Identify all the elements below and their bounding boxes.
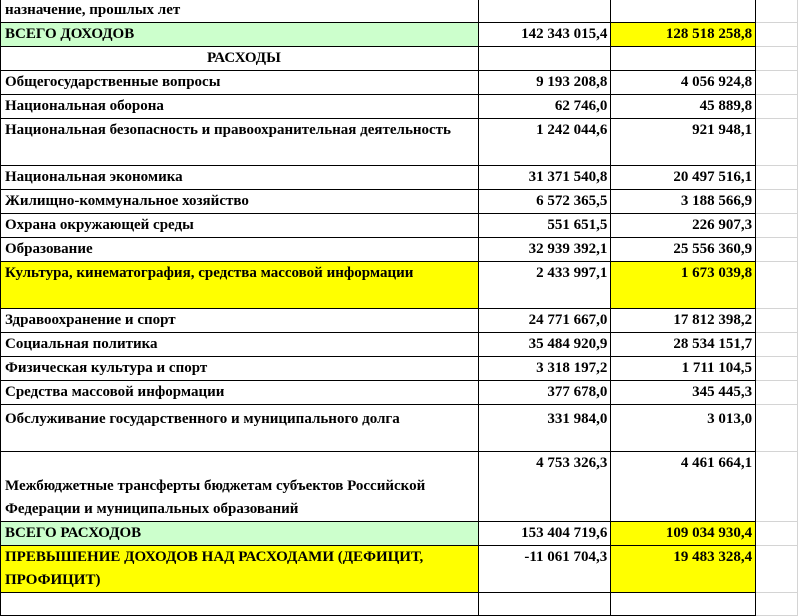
- row-label[interactable]: Образование: [1, 238, 479, 262]
- row-label[interactable]: Межбюджетные трансферты бюджетам субъектов Российской Федерации и муниципальных образований: [1, 452, 479, 522]
- empty-cell[interactable]: [756, 95, 798, 119]
- empty-cell[interactable]: [478, 593, 611, 616]
- cell-value-2[interactable]: 28 534 151,7: [611, 333, 756, 357]
- table-row: [1, 452, 798, 522]
- section-header[interactable]: РАСХОДЫ: [1, 47, 479, 71]
- empty-cell[interactable]: [756, 546, 798, 593]
- table-row: [1, 71, 798, 95]
- cell-value-2[interactable]: 20 497 516,1: [611, 166, 756, 190]
- empty-cell[interactable]: [1, 593, 479, 616]
- empty-cell[interactable]: [756, 190, 798, 214]
- table-row: [1, 405, 798, 452]
- cell-value-1[interactable]: 331 984,0: [478, 405, 611, 452]
- row-label[interactable]: Обслуживание государственного и муниципального долга: [1, 405, 479, 452]
- cell-value-2[interactable]: 17 812 398,2: [611, 309, 756, 333]
- row-label[interactable]: Здравоохранение и спорт: [1, 309, 479, 333]
- table-row: [1, 23, 798, 47]
- table-row: [1, 95, 798, 119]
- cell-value-2[interactable]: 25 556 360,9: [611, 238, 756, 262]
- cell-value-2[interactable]: 1 673 039,8: [611, 262, 756, 309]
- cell-value-1[interactable]: 3 318 197,2: [478, 357, 611, 381]
- cell-value-2[interactable]: 3 013,0: [611, 405, 756, 452]
- row-label[interactable]: Средства массовой информации: [1, 381, 479, 405]
- empty-cell[interactable]: [756, 381, 798, 405]
- cell-value-1[interactable]: 551 651,5: [478, 214, 611, 238]
- empty-cell[interactable]: [756, 71, 798, 95]
- empty-cell[interactable]: [756, 333, 798, 357]
- cell-value-1[interactable]: 1 242 044,6: [478, 119, 611, 166]
- empty-cell[interactable]: [756, 0, 798, 23]
- table-row: [1, 546, 798, 593]
- cell-value-2[interactable]: 3 188 566,9: [611, 190, 756, 214]
- cell-value-1[interactable]: 142 343 015,4: [478, 23, 611, 47]
- table-row: [1, 119, 798, 166]
- row-label[interactable]: Национальная экономика: [1, 166, 479, 190]
- table-row: [1, 190, 798, 214]
- empty-cell[interactable]: [756, 309, 798, 333]
- cell-value-1[interactable]: 6 572 365,5: [478, 190, 611, 214]
- row-label[interactable]: Национальная оборона: [1, 95, 479, 119]
- table-row: [1, 238, 798, 262]
- cell-value-2[interactable]: 1 711 104,5: [611, 357, 756, 381]
- cell-value-1[interactable]: 377 678,0: [478, 381, 611, 405]
- cell-value-1[interactable]: 2 433 997,1: [478, 262, 611, 309]
- row-label[interactable]: Жилищно-коммунальное хозяйство: [1, 190, 479, 214]
- row-label[interactable]: Культура, кинематография, средства массовой информации: [1, 262, 479, 309]
- empty-cell[interactable]: [756, 119, 798, 166]
- empty-cell[interactable]: [756, 47, 798, 71]
- empty-cell[interactable]: [756, 452, 798, 522]
- empty-cell[interactable]: [611, 593, 756, 616]
- table-row: [1, 333, 798, 357]
- empty-cell[interactable]: [756, 405, 798, 452]
- table-row: [1, 522, 798, 546]
- cell-value-1[interactable]: 62 746,0: [478, 95, 611, 119]
- cell-value-1[interactable]: [478, 0, 611, 23]
- cell-value-1[interactable]: 4 753 326,3: [478, 452, 611, 522]
- row-label[interactable]: ПРЕВЫШЕНИЕ ДОХОДОВ НАД РАСХОДАМИ (ДЕФИЦИТ, ПРОФИЦИТ): [1, 546, 479, 593]
- cell-value-1[interactable]: 32 939 392,1: [478, 238, 611, 262]
- empty-cell[interactable]: [756, 593, 798, 616]
- cell-value-2[interactable]: 345 445,3: [611, 381, 756, 405]
- cell-value-2[interactable]: 19 483 328,4: [611, 546, 756, 593]
- cell-value-1[interactable]: 24 771 667,0: [478, 309, 611, 333]
- cell-value-2[interactable]: [611, 0, 756, 23]
- empty-cell[interactable]: [756, 522, 798, 546]
- cell-value-1[interactable]: [478, 47, 611, 71]
- cell-value-2[interactable]: 4 056 924,8: [611, 71, 756, 95]
- table-row: [1, 381, 798, 405]
- cell-value-2[interactable]: 4 461 664,1: [611, 452, 756, 522]
- empty-cell[interactable]: [756, 262, 798, 309]
- cell-value-2[interactable]: 921 948,1: [611, 119, 756, 166]
- empty-cell[interactable]: [756, 166, 798, 190]
- cell-value-2[interactable]: 226 907,3: [611, 214, 756, 238]
- row-label[interactable]: Общегосударственные вопросы: [1, 71, 479, 95]
- table-row: [1, 262, 798, 309]
- cell-value-2[interactable]: 45 889,8: [611, 95, 756, 119]
- cell-value-1[interactable]: 153 404 719,6: [478, 522, 611, 546]
- cell-value-2[interactable]: [611, 47, 756, 71]
- row-label[interactable]: назначение, прошлых лет: [1, 0, 479, 23]
- cell-value-2[interactable]: 128 518 258,8: [611, 23, 756, 47]
- row-label[interactable]: Национальная безопасность и правоохранительная деятельность: [1, 119, 479, 166]
- cell-value-2[interactable]: 109 034 930,4: [611, 522, 756, 546]
- row-label[interactable]: Физическая культура и спорт: [1, 357, 479, 381]
- row-label[interactable]: ВСЕГО ДОХОДОВ: [1, 23, 479, 47]
- cell-value-1[interactable]: -11 061 704,3: [478, 546, 611, 593]
- table-row: [1, 166, 798, 190]
- table-row: [1, 0, 798, 23]
- empty-cell[interactable]: [756, 23, 798, 47]
- cell-value-1[interactable]: 31 371 540,8: [478, 166, 611, 190]
- empty-cell[interactable]: [756, 238, 798, 262]
- row-label[interactable]: ВСЕГО РАСХОДОВ: [1, 522, 479, 546]
- table-row: [1, 357, 798, 381]
- table-row: [1, 593, 798, 616]
- row-label[interactable]: Охрана окружающей среды: [1, 214, 479, 238]
- row-label[interactable]: Социальная политика: [1, 333, 479, 357]
- empty-cell[interactable]: [756, 214, 798, 238]
- table-row: [1, 309, 798, 333]
- cell-value-1[interactable]: 9 193 208,8: [478, 71, 611, 95]
- table-row: [1, 47, 798, 71]
- empty-cell[interactable]: [756, 357, 798, 381]
- cell-value-1[interactable]: 35 484 920,9: [478, 333, 611, 357]
- table-row: [1, 214, 798, 238]
